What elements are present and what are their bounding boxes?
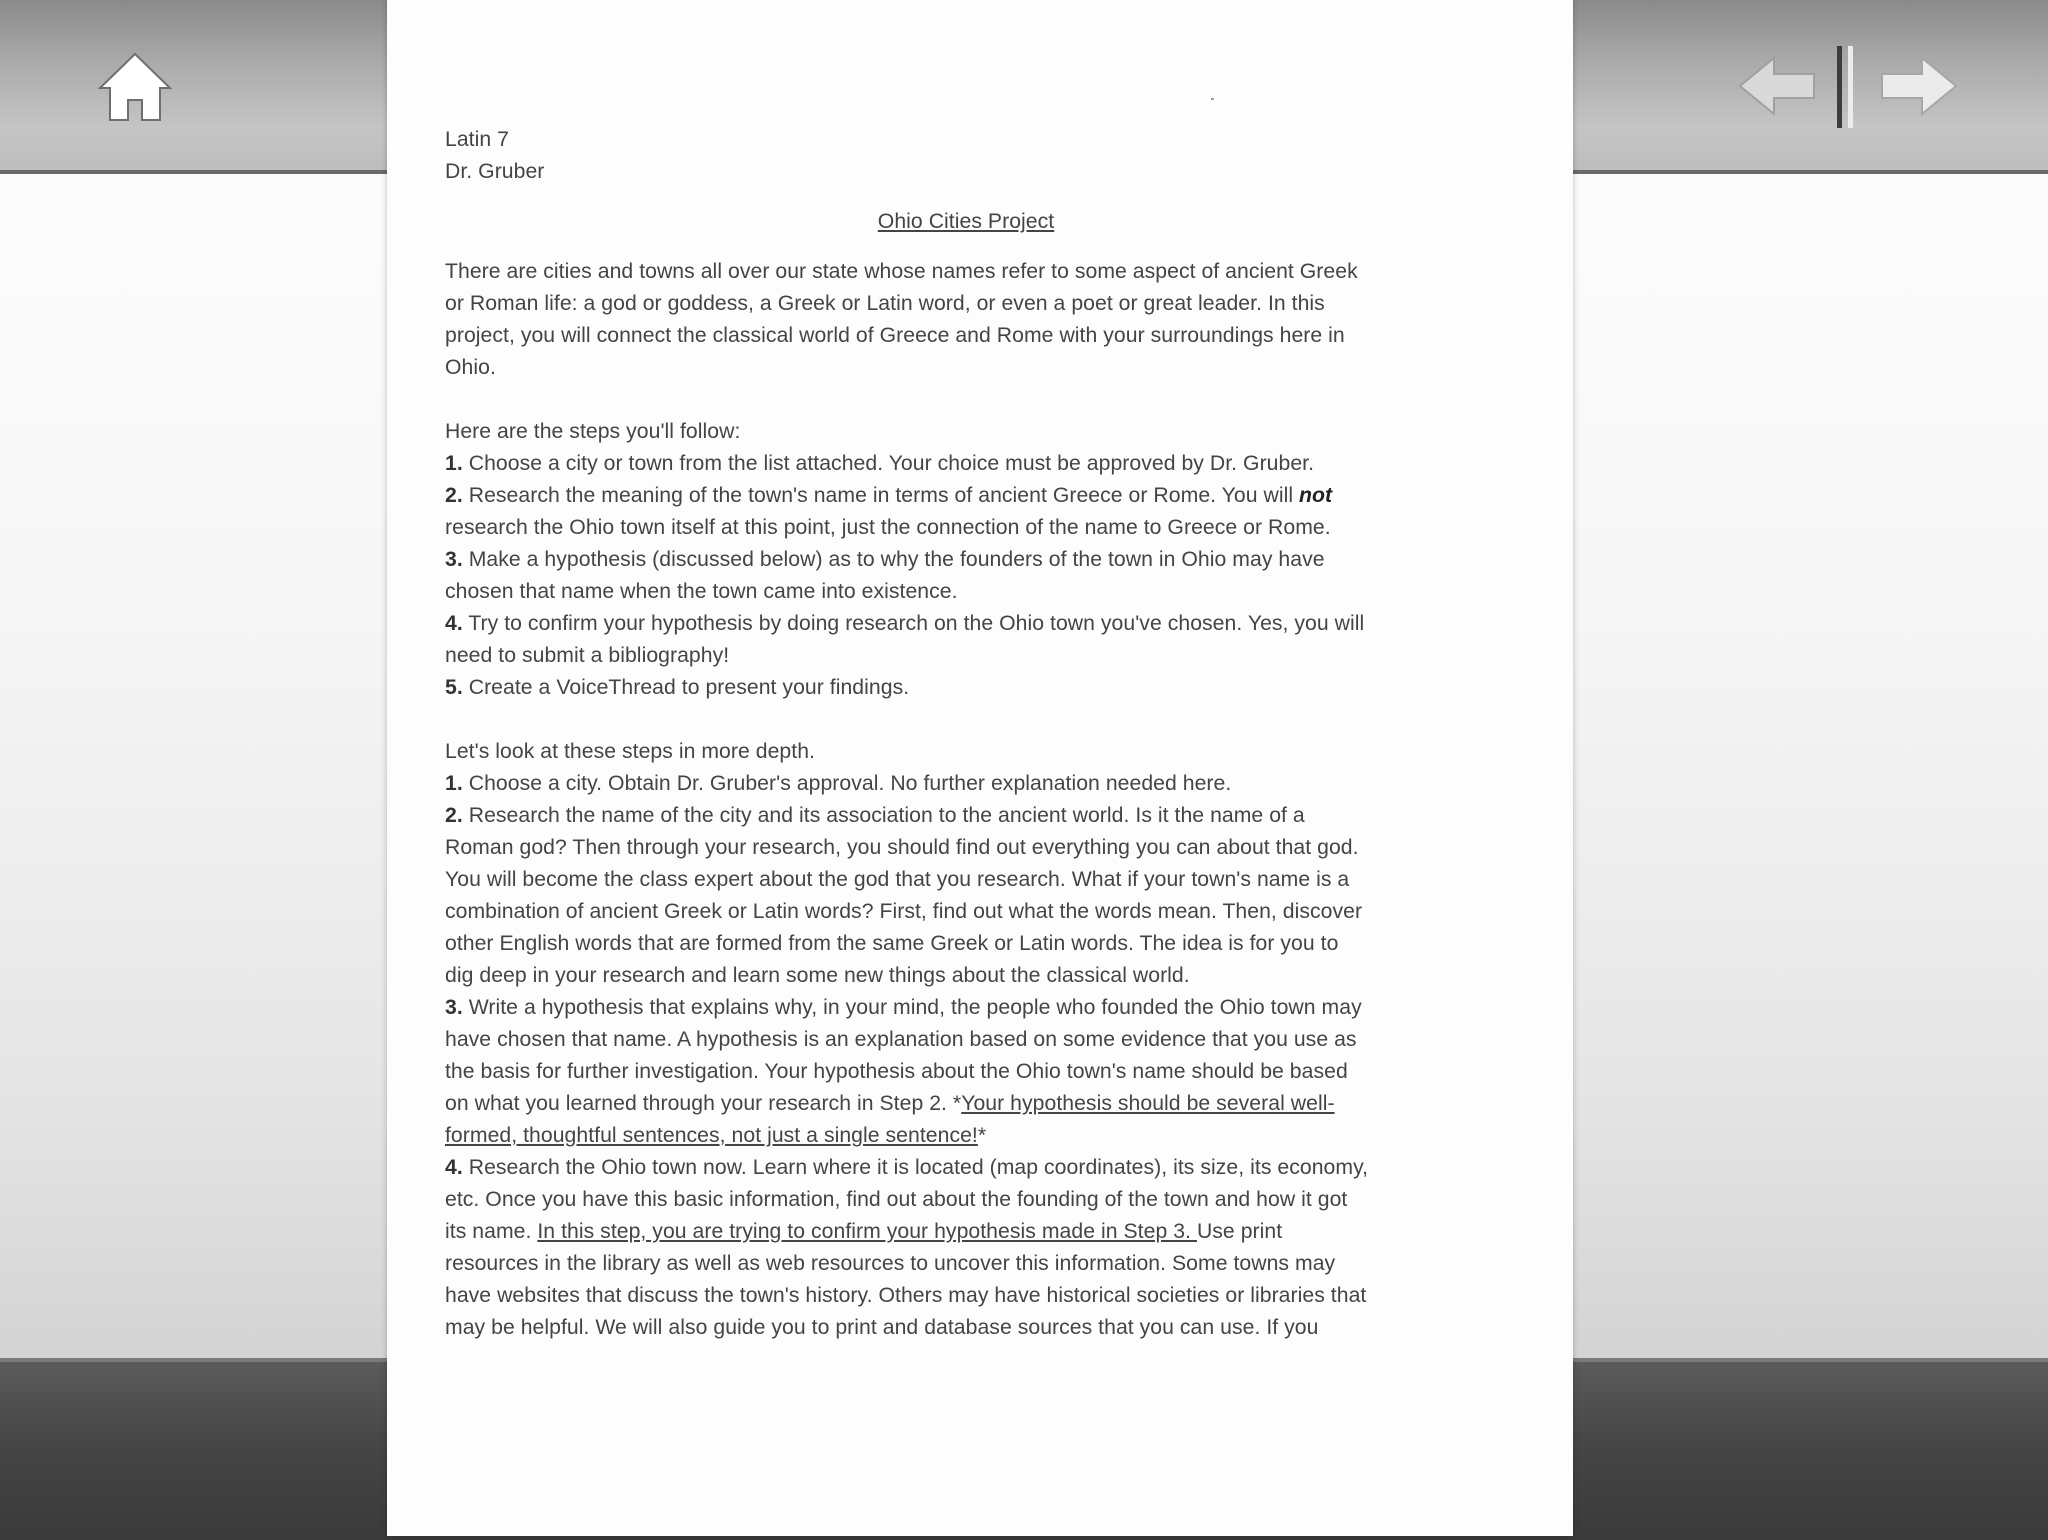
previous-page-button[interactable] bbox=[1736, 52, 1820, 120]
nav-separator bbox=[1834, 44, 1858, 130]
intro-line: project, you will connect the classical world of Greece and Rome with your surroundings here in bbox=[445, 324, 1345, 347]
home-icon bbox=[96, 48, 174, 126]
steps-heading: Here are the steps you'll follow: bbox=[445, 420, 741, 443]
depth-2: 2. Research the name of the city and its association to the ancient world. Is it the name of a bbox=[445, 804, 1305, 827]
step-4-cont: need to submit a bibliography! bbox=[445, 644, 730, 667]
depth-2-cont: Roman god? Then through your research, you should find out everything you can about that god. bbox=[445, 836, 1359, 859]
document-page[interactable] bbox=[387, 0, 1573, 1536]
home-button[interactable] bbox=[96, 48, 174, 126]
intro-line: or Roman life: a god or goddess, a Greek or Latin word, or even a poet or great leader. In this bbox=[445, 292, 1325, 315]
step-3-cont: chosen that name when the town came into existence. bbox=[445, 580, 958, 603]
depth-3-cont: have chosen that name. A hypothesis is an explanation based on some evidence that you use as bbox=[445, 1028, 1357, 1051]
step-3: 3. Make a hypothesis (discussed below) as to why the founders of the town in Ohio may have bbox=[445, 548, 1325, 571]
step-4: 4. Try to confirm your hypothesis by doing research on the Ohio town you've chosen. Yes, you will bbox=[445, 612, 1365, 635]
arrow-right-icon bbox=[1876, 52, 1960, 120]
next-page-button[interactable] bbox=[1876, 52, 1960, 120]
depth-3: 3. Write a hypothesis that explains why, in your mind, the people who founded the Ohio town may bbox=[445, 996, 1362, 1019]
depth-2-cont: You will become the class expert about the god that you research. What if your town's name is a bbox=[445, 868, 1350, 891]
depth-2-cont: combination of ancient Greek or Latin words? First, find out what the words mean. Then, discover bbox=[445, 900, 1363, 923]
scan-speck bbox=[1211, 98, 1214, 100]
step-2-cont: research the Ohio town itself at this point, just the connection of the name to Greece or Rome. bbox=[445, 516, 1331, 539]
intro-line: There are cities and towns all over our state whose names refer to some aspect of ancient Greek bbox=[445, 260, 1358, 283]
document-text bbox=[445, 124, 1487, 1344]
document-title: Ohio Cities Project bbox=[877, 210, 1055, 233]
depth-2-cont: other English words that are formed from the same Greek or Latin words. The idea is for you to bbox=[445, 932, 1339, 955]
step-1: 1. Choose a city or town from the list attached. Your choice must be approved by Dr. Gruber. bbox=[445, 452, 1315, 475]
intro-line: Ohio. bbox=[445, 356, 496, 379]
depth-4-cont: its name. In this step, you are trying to confirm your hypothesis made in Step 3. Use print bbox=[445, 1220, 1283, 1243]
depth-4-cont: may be helpful. We will also guide you to print and database sources that you can use. If you bbox=[445, 1316, 1319, 1339]
depth-4-cont: have websites that discuss the town's history. Others may have historical societies or libraries that bbox=[445, 1284, 1367, 1307]
depth-2-cont: dig deep in your research and learn some new things about the classical world. bbox=[445, 964, 1190, 987]
depth-4-cont: etc. Once you have this basic information, find out about the founding of the town and how it got bbox=[445, 1188, 1348, 1211]
step-5: 5. Create a VoiceThread to present your findings. bbox=[445, 676, 910, 699]
depth-3-cont: formed, thoughtful sentences, not just a single sentence!* bbox=[445, 1124, 987, 1147]
depth-4-cont: resources in the library as well as web resources to uncover this information. Some towns may bbox=[445, 1252, 1336, 1275]
teacher-line: Dr. Gruber bbox=[445, 160, 545, 183]
depth-3-cont: on what you learned through your research in Step 2. *Your hypothesis should be several well- bbox=[445, 1092, 1335, 1115]
depth-1: 1. Choose a city. Obtain Dr. Gruber's approval. No further explanation needed here. bbox=[445, 772, 1232, 795]
depth-4: 4. Research the Ohio town now. Learn where it is located (map coordinates), its size, its economy, bbox=[445, 1156, 1369, 1179]
depth-heading: Let's look at these steps in more depth. bbox=[445, 740, 815, 763]
course-line: Latin 7 bbox=[445, 128, 509, 151]
arrow-left-icon bbox=[1736, 52, 1820, 120]
depth-3-cont: the basis for further investigation. Your hypothesis about the Ohio town's name should be based bbox=[445, 1060, 1348, 1083]
step-2: 2. Research the meaning of the town's name in terms of ancient Greece or Rome. You will not bbox=[445, 484, 1333, 507]
double-bar-icon bbox=[1834, 44, 1858, 130]
